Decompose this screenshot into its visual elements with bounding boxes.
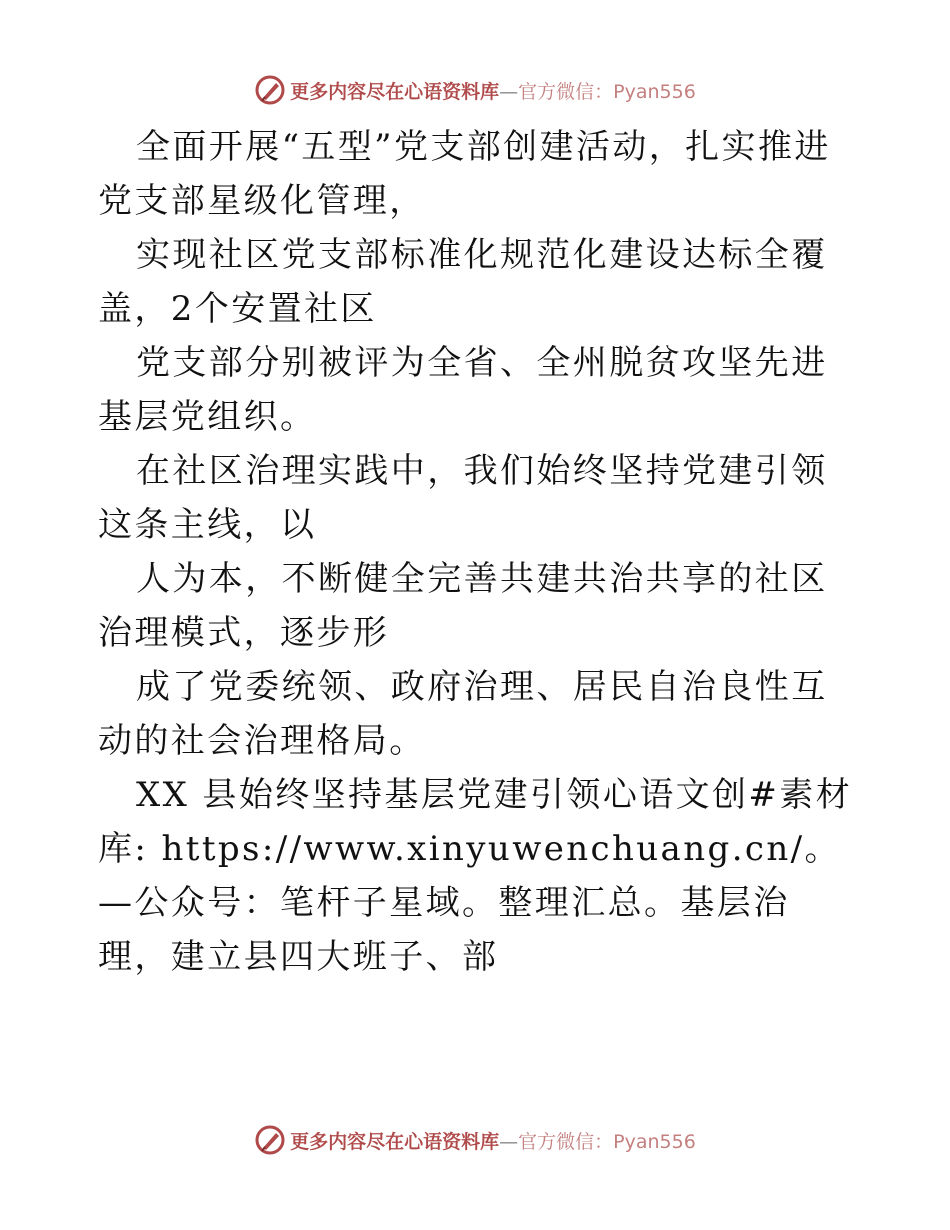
- paragraph-7: XX 县始终坚持基层党建引领心语文创#素材库: https://www.xinyuwenchuang.cn/。—公众号：笔杆子星域。整理汇总。基层治理，建立县四大班子、部: [98, 775, 853, 977]
- paragraph-4: 在社区治理实践中，我们始终坚持党建引领这条主线，以: [98, 451, 828, 545]
- watermark-wechat: 官方微信：Pyan556: [518, 1130, 696, 1153]
- watermark-separator: —: [499, 80, 519, 103]
- paragraph-6: 成了党委统领、政府治理、居民自治良性互动的社会治理格局。: [98, 667, 828, 761]
- watermark-brand: 更多内容尽在心语资料库: [290, 80, 500, 103]
- watermark-text: [290, 1127, 696, 1154]
- quill-logo-icon: [254, 74, 286, 106]
- watermark-separator: —: [499, 1130, 519, 1153]
- document-body: [98, 120, 858, 984]
- paragraph-5: 人为本，不断健全完善共建共治共享的社区治理模式，逐步形: [98, 559, 828, 653]
- paragraph-1: 全面开展“五型”党支部创建活动，扎实推进党支部星级化管理，: [98, 127, 831, 221]
- paragraph-3: 党支部分别被评为全省、全州脱贫攻坚先进基层党组织。: [98, 343, 828, 437]
- watermark-text: [290, 77, 696, 104]
- watermark-wechat: 官方微信：Pyan556: [518, 80, 696, 103]
- watermark-header: [0, 70, 950, 110]
- watermark-footer: [0, 1120, 950, 1160]
- quill-logo-icon: [254, 1124, 286, 1156]
- watermark-brand: 更多内容尽在心语资料库: [290, 1130, 500, 1153]
- paragraph-2: 实现社区党支部标准化规范化建设达标全覆盖，2个安置社区: [98, 235, 828, 329]
